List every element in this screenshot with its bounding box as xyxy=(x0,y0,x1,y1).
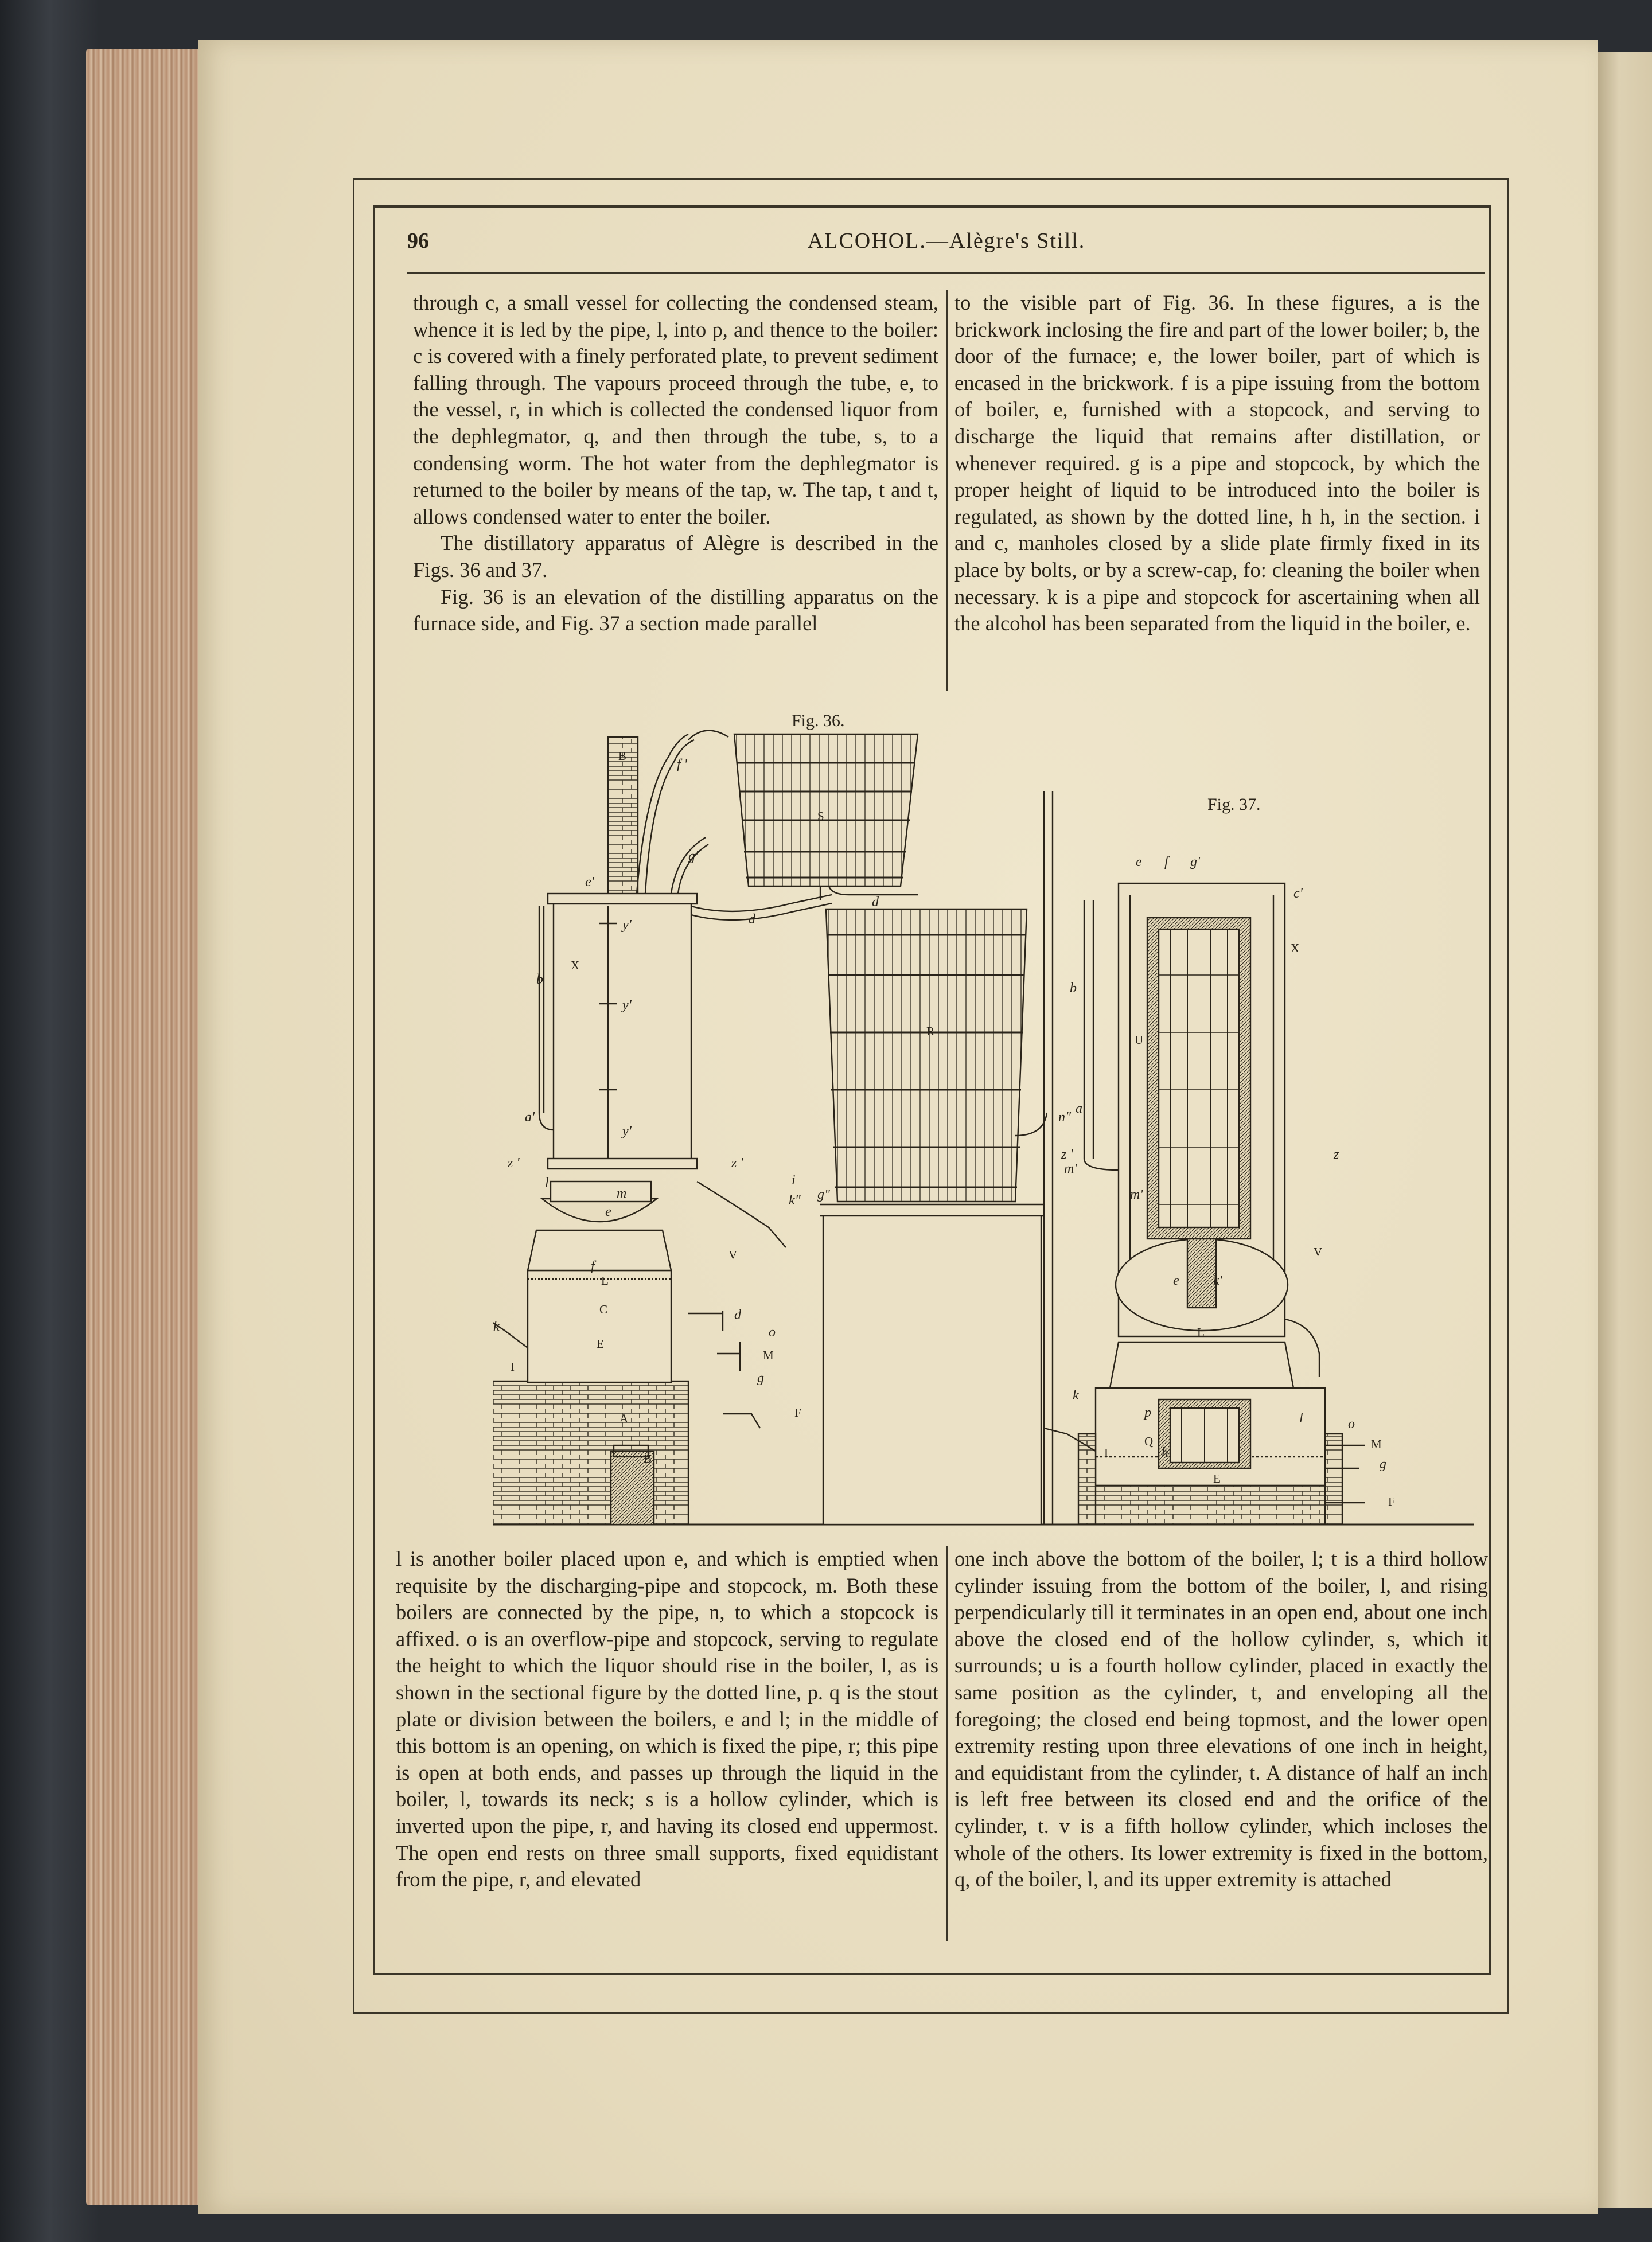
svg-text:R: R xyxy=(926,1024,935,1038)
svg-text:f ': f ' xyxy=(677,757,687,772)
svg-text:g: g xyxy=(1380,1457,1386,1472)
svg-text:X: X xyxy=(571,958,580,972)
paragraph: to the visible part of Fig. 36. In these figures, a is the brickwork inclosing the fire and part of the lower boiler; b, the door of the furnace; e, the lower boiler, part of which is encased in the brickwork. f is a pipe issuing from the bottom of boiler, e, furnished with a stopcock, and serving to discharge the liquid that remains after distillation, or whenever required. g is a pipe and stopcock, by which the proper height of liquid to be introduced into the boiler is regulated, as shown by the dotted line, h h, in the section. i and c, manholes closed by a slide plate firmly fixed in its place by bolts, or by a screw-cap, fo: cleaning the boiler when necessary. k is a pipe and stopcock for ascertaining when all the alcohol has been separated from the liquid in the boiler, e. xyxy=(954,291,1480,635)
svg-text:p: p xyxy=(1144,1405,1151,1420)
svg-text:e: e xyxy=(605,1204,611,1219)
paragraph: one inch above the bottom of the boiler, l; t is a third hollow cylinder issuing from the bottom of the boiler, l, and rising perpendicularly till it terminates in an open end, about one inch above the closed end of the hollow cylinder, s, which it surrounds; u is a fourth hollow cylinder, placed in exactly the same position as the cylinder, t, and enveloping all the foregoing; the closed end being topmost, and the lower open extremity resting upon three elevations of one inch in height, and equidistant from the cylinder, t. A distance of half an inch is left free between its closed end and the orifice of the cylinder, t. v is a fifth hollow cylinder, which incloses the whole of the others. Its lower extremity is fixed in the bottom, q, of the boiler, l, and its upper extremity is attached xyxy=(954,1547,1488,1892)
svg-text:k: k xyxy=(493,1319,500,1334)
page-title: ALCOHOL.—Alègre's Still. xyxy=(807,229,1086,253)
svg-text:z ': z ' xyxy=(1061,1147,1073,1162)
column-divider xyxy=(946,1546,948,1941)
paragraph: Fig. 36 is an elevation of the distilling apparatus on the furnace side, and Fig. 37 a section made parallel xyxy=(413,584,938,635)
facing-page-edge xyxy=(1598,52,1652,2208)
svg-text:l: l xyxy=(1299,1411,1303,1426)
svg-text:V: V xyxy=(1314,1245,1323,1259)
svg-text:d: d xyxy=(872,895,879,910)
svg-text:k: k xyxy=(1073,1388,1079,1403)
svg-text:m': m' xyxy=(1064,1161,1077,1176)
svg-text:V: V xyxy=(728,1248,738,1262)
paragraph: l is another boiler placed upon e, and which is emptied when requisite by the discharging-pipe and stopcock, m. Both these boilers are connected by the pipe, n, to which a stopcock is affixed. o is an overflow-pipe and stopcock, serving to regulate the height to which the liquor should rise in the boiler, l, as is shown in the sectional figure by the dotted line, p. q is the stout plate or division between the boilers, e and l; in the middle of this bottom is an opening, on which is fixed the pipe, r; this pipe is open at both ends, and passes up through the liquid in the boiler, l, towards its neck; s is a hollow cylinder, which is inverted upon the pipe, r, and having its closed end uppermost. The open end rests on three small supports, fixed equidistant from the pipe, r, and elevated xyxy=(396,1547,938,1892)
svg-text:b: b xyxy=(536,972,543,987)
svg-text:y': y' xyxy=(622,1124,632,1139)
svg-text:Q: Q xyxy=(1144,1434,1154,1448)
svg-text:g': g' xyxy=(688,849,699,864)
svg-text:o: o xyxy=(1348,1417,1355,1432)
svg-text:e: e xyxy=(1136,855,1142,869)
svg-text:M: M xyxy=(763,1348,774,1362)
svg-text:g': g' xyxy=(1190,855,1201,869)
svg-text:a': a' xyxy=(525,1110,535,1125)
fig-36-caption: Fig. 36. xyxy=(792,711,845,730)
svg-text:y': y' xyxy=(622,918,632,933)
svg-text:L: L xyxy=(601,1274,609,1288)
svg-text:m': m' xyxy=(1130,1187,1143,1202)
svg-text:m: m xyxy=(617,1186,627,1201)
page-number: 96 xyxy=(407,229,429,253)
svg-text:L: L xyxy=(1197,1325,1205,1339)
svg-text:g: g xyxy=(757,1371,764,1386)
svg-text:f: f xyxy=(591,1259,595,1274)
svg-text:A: A xyxy=(620,1412,629,1425)
svg-text:l: l xyxy=(545,1176,549,1191)
svg-text:d: d xyxy=(734,1308,741,1323)
svg-text:d: d xyxy=(749,912,755,927)
text-column-top-left xyxy=(413,290,938,637)
svg-text:g": g" xyxy=(817,1187,831,1202)
still-engraving xyxy=(493,711,1491,1526)
svg-text:U: U xyxy=(1135,1033,1144,1047)
svg-text:b: b xyxy=(1070,981,1077,996)
svg-text:F: F xyxy=(1388,1495,1395,1508)
svg-text:k': k' xyxy=(1213,1273,1222,1288)
svg-text:M: M xyxy=(1371,1437,1382,1451)
svg-text:f: f xyxy=(1164,855,1168,869)
svg-text:I: I xyxy=(1104,1446,1108,1460)
svg-text:e': e' xyxy=(585,875,594,890)
text-column-bottom-right xyxy=(954,1546,1488,1893)
figure-illustration xyxy=(493,711,1491,1526)
svg-text:z ': z ' xyxy=(508,1156,520,1171)
svg-text:E: E xyxy=(597,1337,604,1351)
svg-text:y': y' xyxy=(622,998,632,1013)
svg-text:e: e xyxy=(1173,1273,1179,1288)
column-divider xyxy=(946,290,948,691)
svg-text:S: S xyxy=(817,809,824,823)
text-column-top-right xyxy=(954,290,1480,637)
svg-text:i: i xyxy=(792,1173,796,1188)
svg-text:z ': z ' xyxy=(731,1156,743,1171)
svg-text:o: o xyxy=(769,1325,776,1340)
svg-text:F: F xyxy=(794,1406,801,1420)
svg-text:X: X xyxy=(1291,941,1300,955)
fig-37-caption: Fig. 37. xyxy=(1207,795,1261,814)
page-edges xyxy=(86,49,204,2205)
header-rule xyxy=(407,272,1485,274)
svg-text:c': c' xyxy=(1293,886,1303,901)
paragraph: through c, a small vessel for collecting the condensed steam, whence it is led by the pipe, l, into p, and thence to the boiler: c is covered with a finely perforated plate, to prevent sediment falling through. The vapours proceed through the tube, e, to the vessel, r, in which is collected the condensed liquor from the dephlegmator, q, and then through the tube, s, to a condensing worm. The hot water from the dephlegmator is returned to the boiler by means of the tap, w. The tap, t and t, allows condensed water to enter the boiler. xyxy=(413,291,938,528)
text-column-bottom-left xyxy=(396,1546,938,1893)
svg-text:a': a' xyxy=(1076,1101,1086,1116)
svg-text:C: C xyxy=(599,1303,608,1316)
svg-text:E: E xyxy=(1213,1472,1221,1485)
svg-text:I: I xyxy=(511,1360,515,1374)
svg-text:z: z xyxy=(1334,1147,1339,1162)
svg-text:B: B xyxy=(644,1452,652,1465)
svg-text:B: B xyxy=(618,749,627,763)
svg-text:n": n" xyxy=(1058,1110,1072,1125)
running-head xyxy=(407,228,1486,263)
paragraph: The distillatory apparatus of Alègre is described in the Figs. 36 and 37. xyxy=(413,531,938,582)
svg-text:k": k" xyxy=(789,1193,801,1208)
svg-text:h: h xyxy=(1162,1445,1168,1460)
